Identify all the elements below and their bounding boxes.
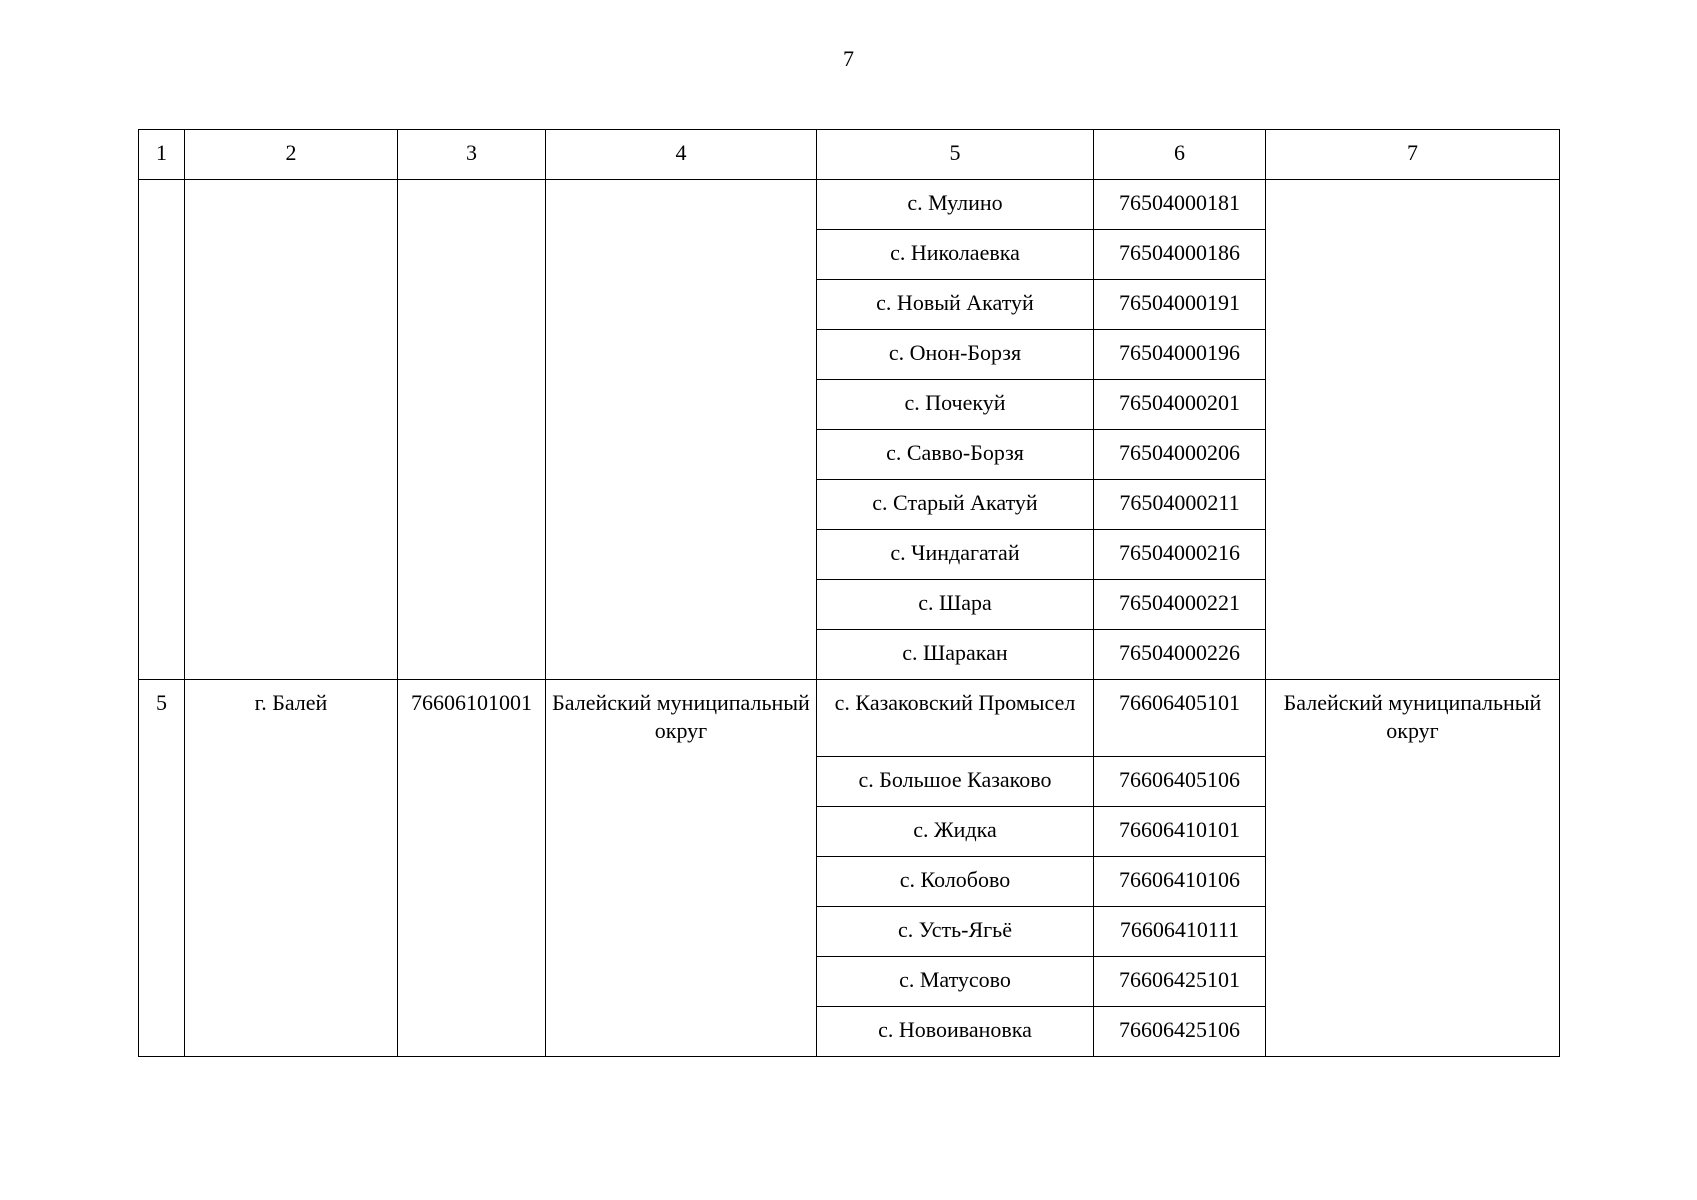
settlement-code: 76504000206 xyxy=(1094,430,1266,480)
settlement-name: с. Матусово xyxy=(817,957,1094,1007)
column-header: 1 xyxy=(139,130,185,180)
settlement-code: 76606405106 xyxy=(1094,757,1266,807)
group-number: 5 xyxy=(139,680,185,1057)
district-name: Балейский муниципальный округ xyxy=(546,680,817,1057)
settlements-table xyxy=(138,129,1560,1057)
settlement-code: 76606405101 xyxy=(1094,680,1266,757)
settlement-code: 76606410106 xyxy=(1094,857,1266,907)
settlement-code: 76504000201 xyxy=(1094,380,1266,430)
settlement-name: с. Онон-Борзя xyxy=(817,330,1094,380)
settlement-name: с. Большое Казаково xyxy=(817,757,1094,807)
settlement-code: 76504000221 xyxy=(1094,580,1266,630)
settlement-name: с. Новый Акатуй xyxy=(817,280,1094,330)
settlement-name: с. Савво-Борзя xyxy=(817,430,1094,480)
settlement-name: с. Шара xyxy=(817,580,1094,630)
settlement-name: с. Старый Акатуй xyxy=(817,480,1094,530)
city-name: г. Балей xyxy=(185,680,398,1057)
continuation-num-cell xyxy=(139,180,185,680)
settlement-code: 76504000226 xyxy=(1094,630,1266,680)
city-code: 76606101001 xyxy=(398,680,546,1057)
continuation-district-right-cell xyxy=(1266,180,1560,680)
settlement-name: с. Колобово xyxy=(817,857,1094,907)
column-header: 5 xyxy=(817,130,1094,180)
settlement-name: с. Николаевка xyxy=(817,230,1094,280)
settlement-name: с. Мулино xyxy=(817,180,1094,230)
settlement-name: с. Чиндагатай xyxy=(817,530,1094,580)
page-number: 7 xyxy=(843,46,854,71)
settlement-name: с. Усть-Ягьё xyxy=(817,907,1094,957)
settlement-code: 76504000216 xyxy=(1094,530,1266,580)
table-header-row xyxy=(139,130,1560,180)
settlement-name: с. Шаракан xyxy=(817,630,1094,680)
settlement-code: 76606410101 xyxy=(1094,807,1266,857)
continuation-district-cell xyxy=(546,180,817,680)
settlement-code: 76606410111 xyxy=(1094,907,1266,957)
settlement-code: 76504000196 xyxy=(1094,330,1266,380)
settlement-code: 76504000211 xyxy=(1094,480,1266,530)
settlement-code: 76504000186 xyxy=(1094,230,1266,280)
settlement-code: 76504000181 xyxy=(1094,180,1266,230)
settlement-code: 76606425106 xyxy=(1094,1007,1266,1057)
column-header: 2 xyxy=(185,130,398,180)
column-header: 4 xyxy=(546,130,817,180)
settlement-name: с. Новоивановка xyxy=(817,1007,1094,1057)
table-row xyxy=(139,680,1560,757)
column-header: 3 xyxy=(398,130,546,180)
continuation-code-cell xyxy=(398,180,546,680)
settlement-name: с. Жидка xyxy=(817,807,1094,857)
district-name-right: Балейский муниципальный округ xyxy=(1266,680,1560,1057)
settlement-name: с. Казаковский Промысел xyxy=(817,680,1094,757)
column-header: 7 xyxy=(1266,130,1560,180)
settlement-name: с. Почекуй xyxy=(817,380,1094,430)
settlement-code: 76504000191 xyxy=(1094,280,1266,330)
continuation-city-cell xyxy=(185,180,398,680)
column-header: 6 xyxy=(1094,130,1266,180)
settlement-code: 76606425101 xyxy=(1094,957,1266,1007)
table-row xyxy=(139,180,1560,230)
